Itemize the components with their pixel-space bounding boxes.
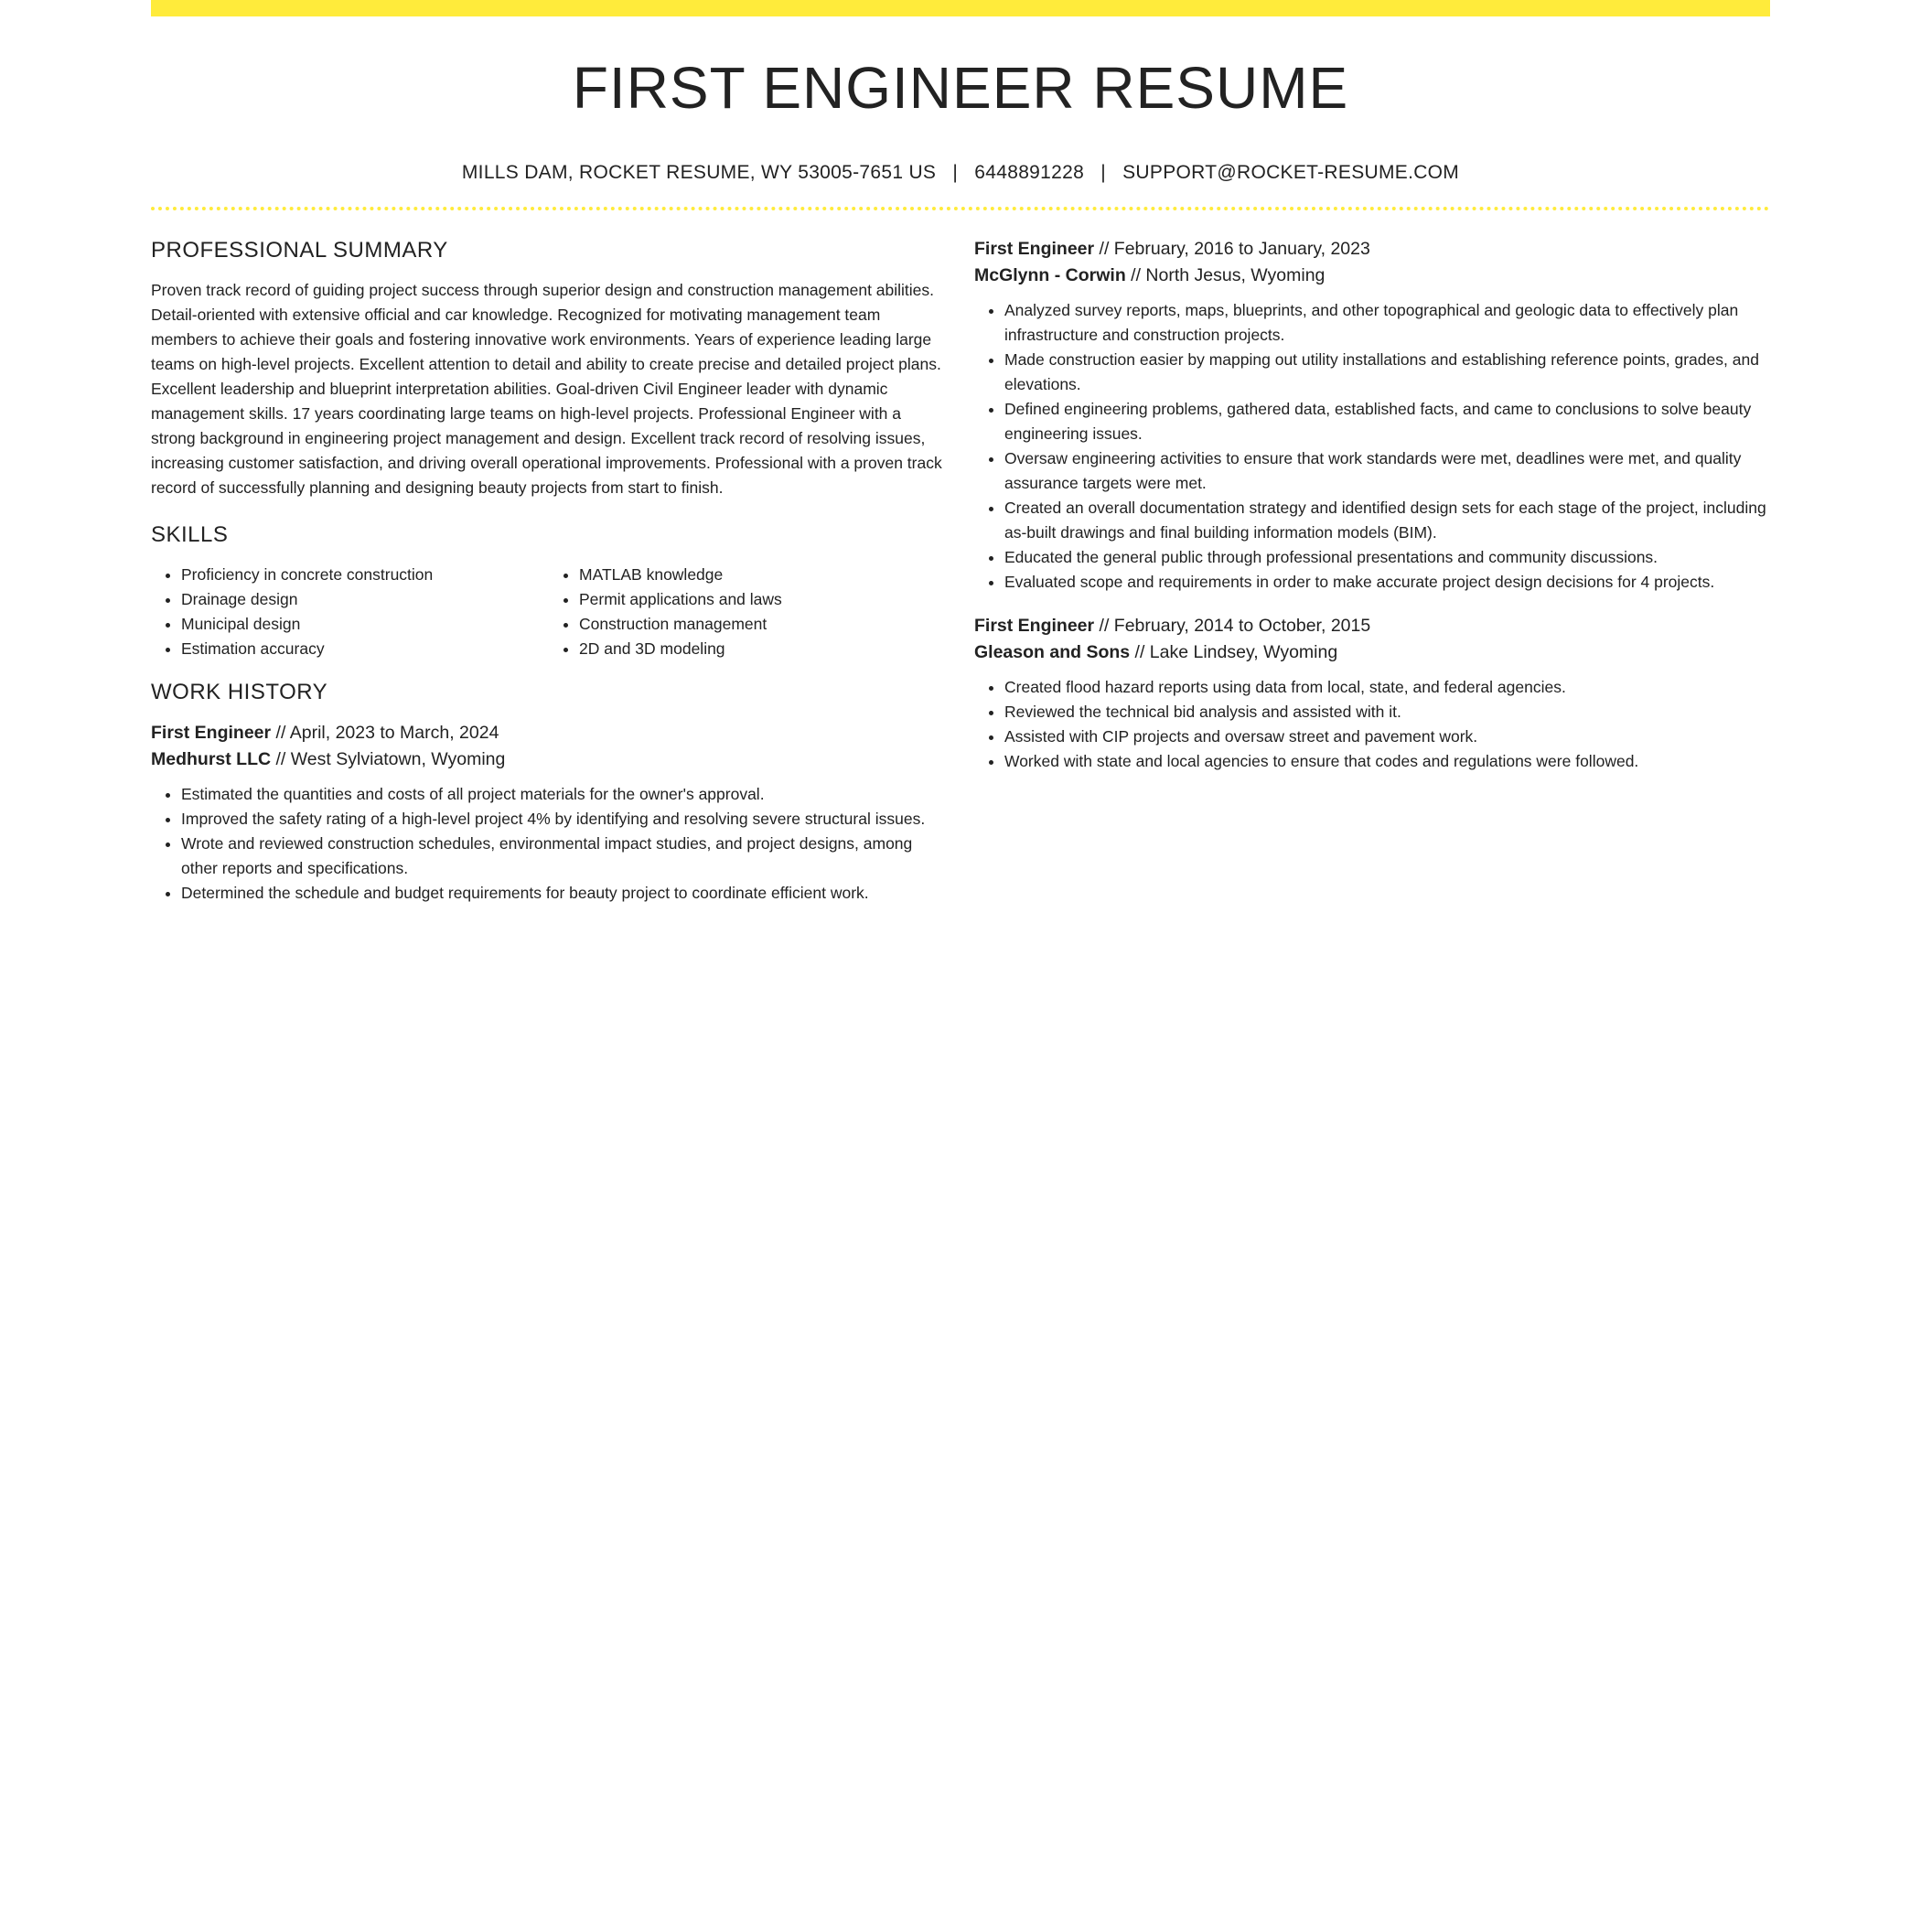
job-bullets	[151, 782, 947, 906]
right-column	[974, 236, 1770, 792]
summary-text: Proven track record of guiding project success through superior design and construction management abilities. Detail-oriented with extensive official and car knowledge. Recognized for motivating management team members to achieve their goals and fostering innovative work environments. Years of experience leading large teams on high-level projects. Excellent attention to detail and ability to create precise and detailed project plans. Excellent leadership and blueprint interpretation abilities. Goal-driven Civil Engineer leader with dynamic management skills. 17 years coordinating large teams on high-level projects. Professional Engineer with a strong background in engineering project management and design. Excellent track record of resolving issues, increasing customer satisfaction, and driving overall operational improvements. Professional with a proven track record of successfully planning and designing beauty projects from start to finish.	[151, 281, 942, 497]
job-bullet: • Assisted with CIP projects and oversaw street and pavement work.	[1004, 724, 1770, 749]
header-divider	[151, 207, 1770, 210]
job-title: First Engineer	[974, 239, 1095, 259]
job-dates: // April, 2023 to March, 2024	[271, 723, 499, 743]
job-bullet: • Oversaw engineering activities to ensure that work standards were met, deadlines were met, and quality assurance targets were met.	[1004, 446, 1770, 496]
resume-title: FIRST ENGINEER RESUME	[572, 55, 1349, 121]
job-company-line	[974, 263, 1770, 289]
job-title-line	[974, 236, 1770, 263]
job-entry	[151, 720, 947, 906]
job-dates: // February, 2016 to January, 2023	[1094, 239, 1370, 259]
skill-item: • Permit applications and laws	[579, 587, 947, 612]
skill-item: • MATLAB knowledge	[579, 563, 947, 587]
skill-item: • Drainage design	[181, 587, 549, 612]
skill-item: • Proficiency in concrete construction	[181, 563, 549, 587]
job-bullet: • Analyzed survey reports, maps, blueprints, and other topographical and geologic data to effectively plan infrastructure and construction projects.	[1004, 298, 1770, 348]
job-bullet: • Determined the schedule and budget requirements for beauty project to coordinate efficient work.	[181, 881, 947, 906]
job-company: McGlynn - Corwin	[974, 265, 1126, 285]
job-bullet: • Reviewed the technical bid analysis and assisted with it.	[1004, 700, 1770, 724]
accent-bar	[151, 0, 1770, 16]
job-title: First Engineer	[974, 616, 1095, 636]
job-title-line	[974, 613, 1770, 639]
skills-list-left	[151, 563, 549, 661]
job-location: // West Sylviatown, Wyoming	[271, 749, 506, 769]
summary-section	[151, 236, 947, 500]
contact-separator: |	[952, 162, 959, 183]
job-bullet: • Created an overall documentation strategy and identified design sets for each stage of the project, including as-built drawings and final building information models (BIM).	[1004, 496, 1770, 545]
job-bullets	[974, 298, 1770, 595]
skill-item: • Construction management	[579, 612, 947, 637]
job-company-line	[974, 639, 1770, 666]
job-location: // North Jesus, Wyoming	[1125, 265, 1326, 285]
job-title: First Engineer	[151, 723, 272, 743]
contact-email[interactable]: SUPPORT@ROCKET-RESUME.COM	[1122, 162, 1460, 183]
job-title-line	[151, 720, 947, 746]
job-entry	[974, 613, 1770, 774]
job-bullet: • Improved the safety rating of a high-level project 4% by identifying and resolving severe structural issues.	[181, 807, 947, 832]
job-entry	[974, 236, 1770, 595]
contact-phone[interactable]: 6448891228	[974, 162, 1085, 183]
skill-item: • Estimation accuracy	[181, 637, 549, 661]
job-bullet: • Wrote and reviewed construction schedules, environmental impact studies, and project designs, among other reports and specifications.	[181, 832, 947, 881]
job-dates: // February, 2014 to October, 2015	[1094, 616, 1371, 636]
skills-grid	[151, 563, 947, 661]
job-bullet: • Educated the general public through professional presentations and community discussions.	[1004, 545, 1770, 570]
skill-item: • 2D and 3D modeling	[579, 637, 947, 661]
job-bullet: • Estimated the quantities and costs of all project materials for the owner's approval.	[181, 782, 947, 807]
resume-header	[151, 49, 1770, 187]
contact-separator: |	[1100, 162, 1106, 183]
job-company: Medhurst LLC	[151, 749, 272, 769]
skills-heading: SKILLS	[151, 522, 229, 547]
job-company: Gleason and Sons	[974, 642, 1131, 662]
contact-line	[151, 159, 1770, 187]
skills-section	[151, 521, 947, 661]
work-history-section	[151, 678, 947, 906]
job-bullet: • Worked with state and local agencies to ensure that codes and regulations were followed.	[1004, 749, 1770, 774]
job-bullet: • Evaluated scope and requirements in order to make accurate project design decisions for 4 projects.	[1004, 570, 1770, 595]
work-history-heading: WORK HISTORY	[151, 680, 328, 704]
job-location: // Lake Lindsey, Wyoming	[1130, 642, 1338, 662]
job-bullets	[974, 675, 1770, 774]
skills-list-right	[549, 563, 947, 661]
job-bullet: • Created flood hazard reports using data from local, state, and federal agencies.	[1004, 675, 1770, 700]
left-column	[151, 236, 947, 924]
job-bullet: • Made construction easier by mapping out utility installations and establishing reference points, grades, and elevations.	[1004, 348, 1770, 397]
summary-heading: PROFESSIONAL SUMMARY	[151, 238, 448, 263]
skill-item: • Municipal design	[181, 612, 549, 637]
job-company-line	[151, 746, 947, 773]
contact-address: MILLS DAM, ROCKET RESUME, WY 53005-7651 US	[461, 162, 937, 183]
job-bullet: • Defined engineering problems, gathered data, established facts, and came to conclusions to solve beauty engineering issues.	[1004, 397, 1770, 446]
